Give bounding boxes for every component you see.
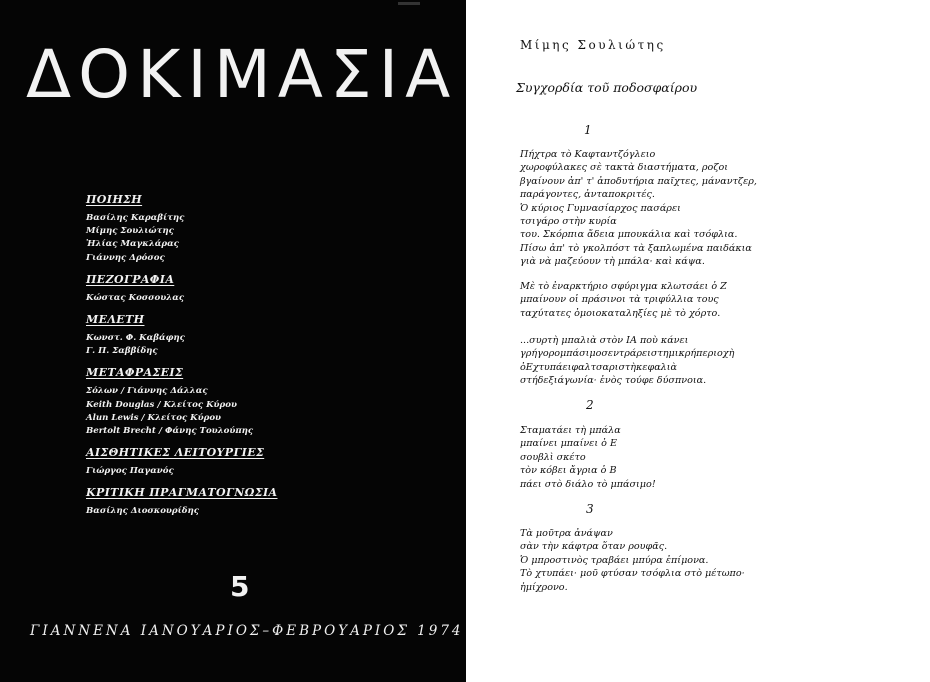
poem-line: παράγοντες, ἀνταποκριτές. bbox=[520, 189, 655, 201]
toc-entry: Κώστας Κοσσουλας bbox=[86, 292, 185, 303]
toc-entry: Alun Lewis / Κλείτος Κύρου bbox=[86, 412, 222, 423]
poem-line: ὁΕχτυπάειφαλτσαριστὴκεφαλιὰ bbox=[520, 361, 677, 373]
issue-number: 5 bbox=[230, 570, 250, 603]
poem-line: Μὲ τὸ ἐναρκτήριο σφύριγμα κλωτσάει ὁ Ζ bbox=[520, 281, 727, 292]
toc-heading: ΠΟΙΗΣΗ bbox=[86, 193, 143, 206]
poem-line: Σταματάει τὴ μπάλα bbox=[520, 425, 621, 436]
toc-section-aesthetics bbox=[86, 446, 416, 478]
toc-entry: Βασίλης Καραβίτης bbox=[86, 213, 185, 223]
toc-section-translations bbox=[86, 366, 416, 438]
stanza bbox=[520, 424, 656, 491]
toc-section-criticism bbox=[86, 486, 416, 518]
poem-title: Συγχορδία τοῦ ποδοσφαίρου bbox=[516, 80, 698, 95]
poem-line: πάει στὸ διάλο τὸ μπάσιμο! bbox=[520, 478, 656, 490]
stanza bbox=[520, 280, 727, 320]
poem-page bbox=[466, 0, 930, 682]
poem-line: τσιγάρο στὴν κυρία bbox=[520, 216, 617, 228]
poem-line: χωροφύλακες σὲ τακτὰ διαστήματα, ροζοι bbox=[520, 162, 729, 174]
poem-line: γιὰ νὰ μαζεύουν τὴ μπάλα· καὶ κάψα. bbox=[520, 256, 705, 268]
toc-entry: Keith Douglas / Κλείτος Κύρου bbox=[86, 399, 237, 410]
table-of-contents bbox=[86, 193, 416, 527]
poem-line: Πίσω ἀπ' τὸ γκολπόστ τὰ ξαπλωμένα παιδάκια bbox=[520, 242, 752, 254]
stanza bbox=[520, 527, 745, 594]
poem-line: γρήγορομπάσιμοσεντράρειστημικρήπεριοχὴ bbox=[520, 348, 735, 360]
toc-heading: ΑΙΣΘΗΤΙΚΕΣ ΛΕΙΤΟΥΡΓΙΕΣ bbox=[86, 446, 265, 460]
part-number: 2 bbox=[586, 398, 594, 412]
poem-line: σὰν τὴν κάφτρα ὅταν ρουφᾶς. bbox=[520, 541, 668, 553]
poem-line: Ὁ κύριος Γυμνασίαρχος πασάρει bbox=[520, 202, 681, 214]
poem-line: βγαίνουν ἀπ' τ' ἀποδυτήρια παῖχτες, μάναντζερ, bbox=[520, 175, 757, 187]
toc-entry: Bertolt Brecht / Φάνης Τουλούπης bbox=[86, 426, 254, 437]
poem-line: ...συρτὴ μπαλιὰ στὸν ΙΑ ποὺ κάνει bbox=[520, 335, 689, 346]
poem-line: του. Σκόρπια ἄδεια μπουκάλια καὶ τσόφλια. bbox=[520, 229, 738, 241]
poem-line: Ὁ μπροστινὸς τραβάει μπύρα ἐπίμονα. bbox=[520, 554, 709, 566]
toc-entry: Μίμης Σουλιώτης bbox=[86, 226, 174, 237]
stanza bbox=[520, 334, 734, 388]
poem-line: Τὰ μοῦτρα ἀνάψαν bbox=[520, 528, 613, 539]
toc-entry: Βασίλης Διοσκουρίδης bbox=[86, 506, 199, 517]
part-number: 3 bbox=[586, 502, 594, 516]
toc-heading: ΚΡΙΤΙΚΗ ΠΡΑΓΜΑΤΟΓΝΩΣΙΑ bbox=[86, 486, 278, 500]
part-number: 1 bbox=[584, 123, 592, 137]
toc-entry: Γ. Π. Σαββίδης bbox=[86, 346, 158, 357]
toc-section-poetry bbox=[86, 193, 416, 265]
toc-heading: ΜΕΤΑΦΡΑΣΕΙΣ bbox=[86, 366, 184, 380]
toc-heading: ΜΕΛΕΤΗ bbox=[86, 313, 145, 327]
poem-line: Τὸ χτυπάει· μοῦ φτύσαν τσόφλια στὸ μέτωπο· bbox=[520, 568, 745, 580]
poem-line: μπαίνουν οἱ πράσινοι τὰ τριφύλλια τους bbox=[520, 294, 719, 306]
toc-entry: Σόλων / Γιάννης Δάλλας bbox=[86, 386, 208, 397]
toc-heading: ΠΕΖΟΓΡΑΦΙΑ bbox=[86, 272, 175, 286]
toc-section-prose bbox=[86, 273, 416, 305]
magazine-title: ΔΟΚΙΜΑΣΙΑ bbox=[26, 36, 458, 113]
poem-line: ἠμίχρονο. bbox=[520, 581, 568, 593]
toc-entry: Γιάννης Δρόσος bbox=[86, 252, 165, 263]
poem-line: τὸν κόβει ἄγρια ὁ Β bbox=[520, 465, 617, 477]
poem-line: σουβλὶ σκέτο bbox=[520, 451, 586, 463]
poem-line: ταχύτατες ὁμοιοκαταληξίες μὲ τὸ χόρτο. bbox=[520, 307, 721, 319]
toc-section-study bbox=[86, 313, 416, 358]
poem-line: στήδεξιάγωνία· ἑνὸς τούφε δύσπνοια. bbox=[520, 375, 707, 387]
scan-mark bbox=[398, 2, 420, 5]
stanza bbox=[520, 148, 757, 269]
poem-line: μπαίνει μπαίνει ὁ Ε bbox=[520, 438, 617, 450]
author-name: Μίμης Σουλιώτης bbox=[520, 38, 666, 52]
toc-entry: Γιώργος Παγανός bbox=[86, 466, 174, 477]
poem-line: Πήχτρα τὸ Καφταντζόγλειο bbox=[520, 149, 656, 160]
toc-entry: Ἠλίας Μαγκλάρας bbox=[86, 239, 179, 250]
cover-footer: ΓΙΑΝΝΕΝΑ ΙΑΝΟΥΑΡΙΟΣ–ΦΕΒΡΟΥΑΡΙΟΣ 1974 bbox=[30, 623, 464, 639]
toc-entry: Κωνστ. Φ. Καβάφης bbox=[86, 333, 185, 344]
